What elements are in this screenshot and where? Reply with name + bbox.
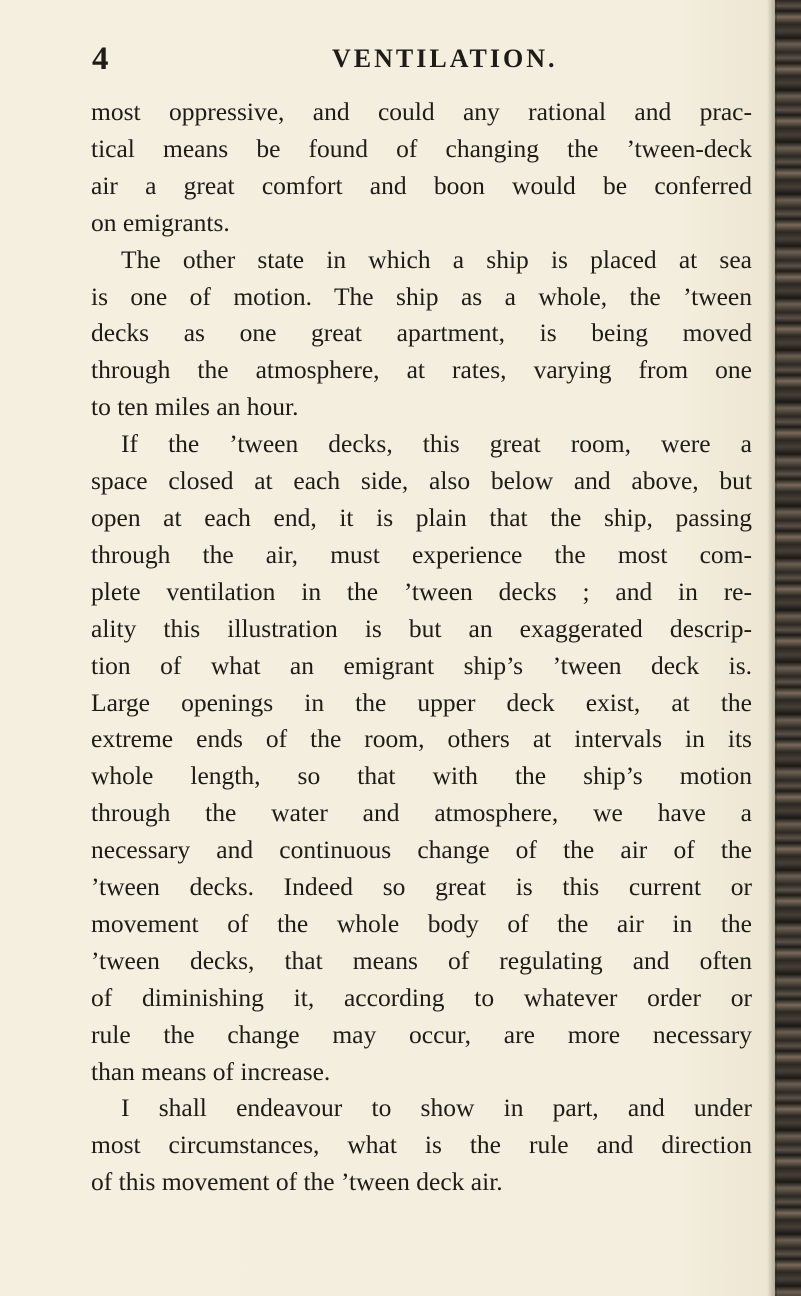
text-line: plete ventilation in the ’tween decks ; and in re- <box>91 576 752 606</box>
page-header <box>92 34 746 84</box>
text-line: If the ’tween decks, this great room, were a <box>121 429 752 459</box>
text-line: ’tween decks. Indeed so great is this current or <box>91 872 752 902</box>
text-line: to ten miles an hour. <box>91 392 299 422</box>
text-line: I shall endeavour to show in part, and under <box>121 1093 752 1123</box>
text-line: The other state in which a ship is placed at sea <box>121 244 752 274</box>
text-line: whole length, so that with the ship’s motion <box>91 761 752 791</box>
text-line: ’tween decks, that means of regulating and often <box>91 945 752 975</box>
paragraph <box>91 94 752 242</box>
text-line: through the atmosphere, at rates, varying from one <box>91 355 752 385</box>
text-line: of this movement of the ’tween deck air. <box>91 1167 503 1197</box>
text-line: space closed at each side, also below and above, but <box>91 466 752 496</box>
paragraph <box>91 242 752 427</box>
text-line: is one of motion. The ship as a whole, the ’tween <box>91 281 752 311</box>
running-head: VENTILATION. <box>332 44 558 73</box>
text-line: than means of increase. <box>91 1056 331 1086</box>
text-line: open at each end, it is plain that the ship, passing <box>91 502 752 532</box>
text-line: on emigrants. <box>91 207 230 237</box>
text-line: rule the change may occur, are more necessary <box>91 1019 752 1049</box>
text-line: extreme ends of the room, others at intervals in its <box>91 724 752 754</box>
text-line: of diminishing it, according to whatever order or <box>91 982 752 1012</box>
text-line: air a great comfort and boon would be conferred <box>91 170 752 200</box>
body-text <box>91 94 752 1201</box>
text-line: tical means be found of changing the ’tween-deck <box>91 133 752 163</box>
text-line: most oppressive, and could any rational and prac- <box>91 97 752 126</box>
text-line: ality this illustration is but an exaggerated descrip- <box>91 613 752 643</box>
text-line: Large openings in the upper deck exist, at the <box>91 687 752 717</box>
page-binding-edge <box>775 0 801 1296</box>
text-line: most circumstances, what is the rule and direction <box>91 1130 752 1160</box>
text-line: necessary and continuous change of the air of the <box>91 835 752 865</box>
text-line: decks as one great apartment, is being moved <box>91 318 752 348</box>
page-number: 4 <box>92 41 109 77</box>
paragraph <box>91 1090 752 1201</box>
paragraph <box>91 426 752 1090</box>
text-line: tion of what an emigrant ship’s ’tween deck is. <box>91 650 752 680</box>
text-line: movement of the whole body of the air in the <box>91 908 752 938</box>
text-line: through the air, must experience the most com- <box>91 539 752 569</box>
text-line: through the water and atmosphere, we have a <box>91 798 752 828</box>
